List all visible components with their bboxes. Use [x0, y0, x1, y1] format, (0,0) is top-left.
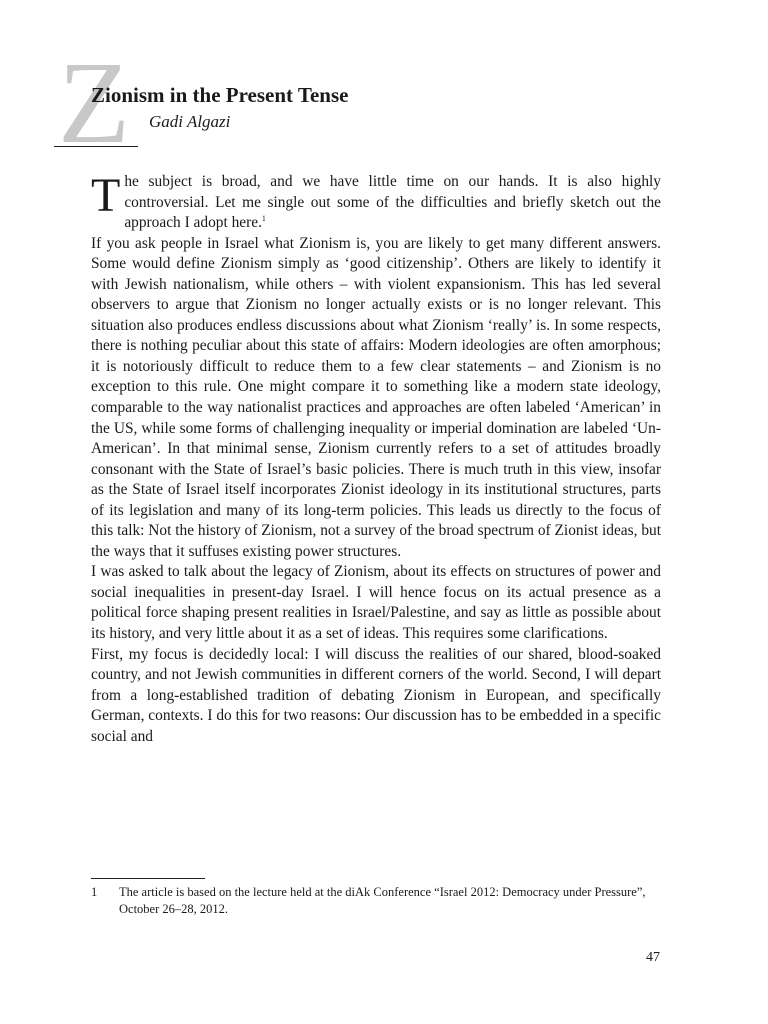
chapter-initial: Z	[58, 37, 131, 168]
chapter-title: Zionism in the Present Tense	[91, 83, 349, 107]
title-rule	[54, 146, 138, 147]
paragraph-1-text: he subject is broad, and we have little time on our hands. It is also highly controversial. Let me single out some of the difficulties and briefly sketch out the approach I adopt here.	[124, 173, 661, 232]
page-number: 47	[646, 950, 660, 965]
paragraph-3: I was asked to talk about the legacy of Zionism, about its effects on structures of power and social inequalities in present-day Israel. I will hence focus on its actual presence as a political force shaping present realities in Israel/Palestine, and say as little as possible about its history, and very little about it as a set of ideas. This requires some clarifications.	[91, 563, 661, 643]
drop-cap: T	[91, 169, 121, 222]
chapter-author: Gadi Algazi	[149, 112, 231, 131]
paragraph-1	[91, 169, 661, 234]
footnote	[91, 884, 661, 918]
paragraph-2: If you ask people in Israel what Zionism is, you are likely to get many different answers. Some would define Zionism simply as ‘good citizenship’. Others are likely to identify it with Jewish nationalism, while others – with violent expansionism. This has led several observers to argue that Zionism no longer actually exists or is no longer relevant. This situation also produces endless discussions about what Zionism ‘really’ is. In some respects, there is nothing peculiar about this state of affairs: Modern ideologies are often amorphous; it is notoriously difficult to reduce them to a few clear statements – and Zionism is no exception to this rule. One might compare it to something like a modern state ideology, comparable to the way nationalist practices and approaches are often labeled ‘American’ in the US, while some forms of challenging inequality or imperial domination are labeled ‘Un-American’. In that minimal sense, Zionism currently refers to a set of attitudes broadly consonant with the State of Israel’s basic policies. There is much truth in this view, insofar as the State of Israel itself incorporates Zionist ideology in its institutional structures, parts of its legislation and many of its long-term policies. This leads us directly to the focus of this talk: Not the history of Zionism, not a survey of the broad spectrum of Zionist ideas, but the ways that it suffuses existing power structures.	[91, 234, 661, 560]
footnote-rule	[91, 878, 205, 879]
footnote-text: The article is based on the lecture held at the diAk Conference “Israel 2012: Democracy under Pressure”, October 26–28, 2012.	[119, 885, 646, 916]
paragraph-4: First, my focus is decidedly local: I will discuss the realities of our shared, blood-soaked country, and not Jewish communities in different corners of the world. Second, I will depart from a long-established tradition of debating Zionism in European, and specifically German, contexts. I do this for two reasons: Our discussion has to be embedded in a specific social and	[91, 645, 661, 745]
footnote-number: 1	[91, 885, 98, 899]
footnote-reference[interactable]: 1	[261, 213, 266, 223]
body-text	[91, 169, 661, 747]
